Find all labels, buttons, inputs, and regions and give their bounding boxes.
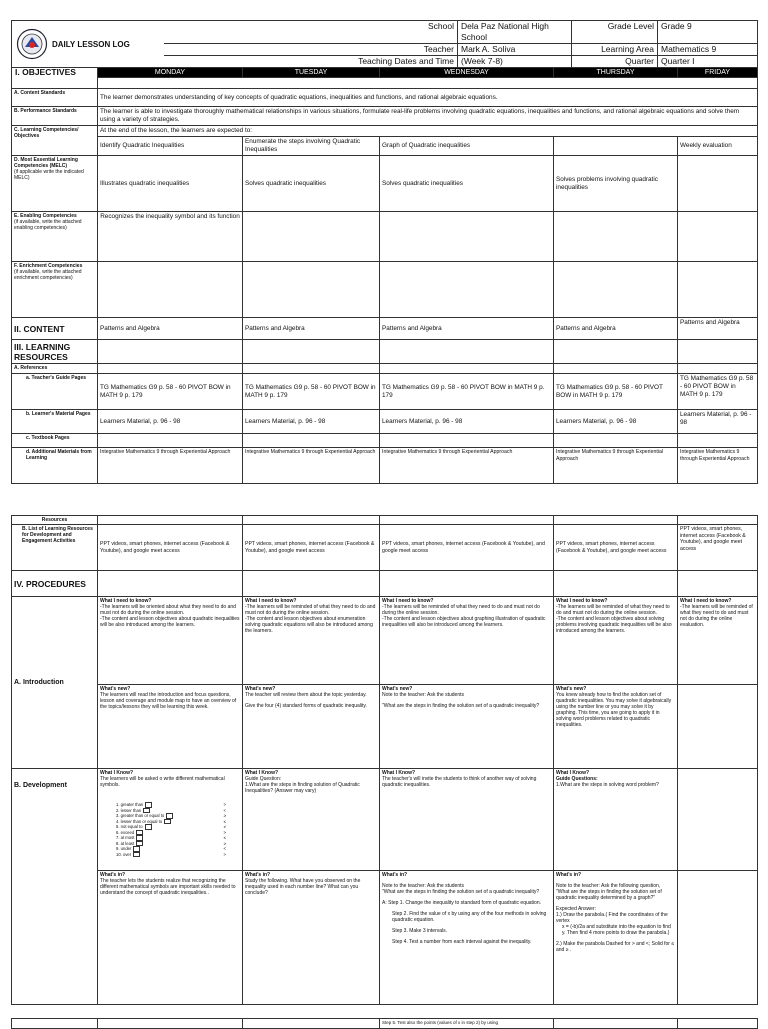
page-2 bbox=[11, 515, 757, 1005]
intro-need-mon bbox=[98, 597, 243, 685]
intro-need-mon-1: -The learners will be oriented about what they need to do and must not do during the online session. bbox=[100, 604, 236, 616]
enabling-label: E. Enabling Competencies bbox=[14, 213, 77, 219]
dev-in-wed-1: Note to the teacher: Ask the students bbox=[382, 883, 464, 889]
dev-know-thu-q: Guide Questions: bbox=[556, 776, 598, 782]
dev-in-tue-text: Study the following. What have you observed on the inequality used in each number line? What can you conclude? bbox=[245, 878, 361, 896]
dev-know-mon bbox=[98, 769, 243, 871]
dev-in-wed-5: Step 3. Make 3 intervals. bbox=[392, 928, 448, 934]
intro-need-fri bbox=[678, 597, 758, 685]
intro-need-heading-fri: What I need to know? bbox=[680, 598, 732, 604]
intro-need-mon-2: -The content and lesson objectives about quadratic inequalities will be also introduced among the learners. bbox=[100, 616, 240, 628]
dev-in-thu-1: Note to the teacher: Ask the following question, bbox=[556, 883, 661, 889]
area-value: Mathematics 9 bbox=[658, 44, 758, 56]
enabling-note: (if available, write the attached enabling competencies) bbox=[14, 219, 82, 231]
symbol-item-text: 3. greater than or equal to bbox=[116, 813, 165, 819]
additional-materials-wed: Integrative Mathematics 9 through Experiential Approach bbox=[380, 448, 554, 484]
learning-resources-list-label: B. List of Learning Resources for Development and Engagement Activities bbox=[12, 525, 98, 571]
quarter-value: Quarter I bbox=[658, 56, 758, 68]
answer-box bbox=[145, 824, 152, 830]
introduction-label: A. Introduction bbox=[12, 597, 98, 769]
intro-new-wed-b: "What are the steps in finding the solution set of a quadratic inequality? bbox=[382, 703, 540, 709]
dev-in-mon-text: The teacher lets the students realize that recognizing the different mathematical symbols are important skills needed to understand the concept of quadratic inequalities.. bbox=[100, 878, 236, 896]
day-monday: MONDAY bbox=[98, 68, 243, 78]
dev-in-thu-6: 2.) Make the parabola Dashed for > and <; Solid for ≤ and ≥ . bbox=[556, 941, 675, 953]
symbol-list-item bbox=[116, 852, 240, 858]
symbol-list bbox=[100, 802, 240, 857]
dev-know-tue bbox=[243, 769, 380, 871]
intro-new-thu-text: You knew already how to find the solution set of quadratic inequalities. You may solve it algebraically using the number line or you may solve it by graphing. This time, you are going to apply it in solving word problems related to quadratic inequalities. bbox=[556, 692, 672, 728]
dev-in-thu-5: x = (-b)/2a and substitute into the equation to find y. Then find 4 more points to draw the parabola.) bbox=[562, 924, 671, 936]
melc-label: D. Most Essential Learning Competencies (MELC) bbox=[14, 157, 78, 169]
symbol-item-text: 1. greater than bbox=[116, 802, 144, 808]
learning-resources-tue: PPT videos, smart phones, internet access (Facebook & Youtube), and google meet access bbox=[243, 525, 380, 571]
dev-in-wed-6: Step 4. Test a number from each interval against the inequality. bbox=[392, 939, 532, 945]
teachers-guide-wed: TG Mathematics G9 p. 58 - 60 PIVOT BOW in MATH 9 p. 179 bbox=[380, 374, 554, 410]
dev-in-heading-wed: What's in? bbox=[382, 872, 408, 878]
intro-new-mon bbox=[98, 685, 243, 769]
intro-need-wed bbox=[380, 597, 554, 685]
dev-know-wed-text: The teacher's will invite the students to think of another way of solving quadratic inequalities. bbox=[382, 776, 537, 788]
learners-material-fri: Learners Material, p. 96 - 98 bbox=[678, 410, 758, 434]
melc-tue: Solves quadratic inequalities bbox=[243, 156, 380, 212]
intro-need-wed-1: -The learners will be reminded of what they need to do and must not do during the online session. bbox=[382, 604, 540, 616]
learners-material-wed: Learners Material, p. 96 - 98 bbox=[380, 410, 554, 434]
symbol-item-text: 4. lesser than or equal to bbox=[116, 818, 163, 824]
learners-material-label: b. Learner's Material Pages bbox=[12, 410, 98, 434]
dev-in-heading-thu: What's in? bbox=[556, 872, 582, 878]
teachers-guide-thu: TG Mathematics G9 p. 58 - 60 PIVOT BOW in MATH 9 p. 179 bbox=[554, 374, 678, 410]
day-tuesday: TUESDAY bbox=[243, 68, 380, 78]
dev-know-heading-tue: What I Know? bbox=[245, 770, 279, 776]
melc-cell bbox=[12, 156, 98, 212]
additional-materials-tue: Integrative Mathematics 9 through Experiential Approach bbox=[243, 448, 380, 484]
references-label: A. References bbox=[12, 364, 98, 374]
enabling-mon: Recognizes the inequality symbol and its function bbox=[98, 212, 243, 262]
intro-new-tue-b: Give the four (4) standard forms of quadratic inequality. bbox=[245, 703, 367, 709]
learning-resources-wed: PPT videos, smart phones, internet access (Facebook & Youtube), and google meet access bbox=[380, 525, 554, 571]
header-table bbox=[11, 20, 758, 68]
answer-box bbox=[164, 819, 171, 825]
content-wed: Patterns and Algebra bbox=[380, 318, 554, 340]
symbol-answer: ≥ bbox=[223, 813, 226, 819]
dev-know-heading-wed: What I Know? bbox=[382, 770, 416, 776]
procedures-title: IV. PROCEDURES bbox=[12, 571, 98, 597]
dev-in-wed bbox=[380, 871, 554, 1005]
melc-wed: Solves quadratic inequalities bbox=[380, 156, 554, 212]
symbol-answer: ≤ bbox=[223, 835, 226, 841]
symbol-item-text: 6. exceed bbox=[116, 829, 135, 835]
intro-new-tue-a: The teacher will review them about the topic yesterday. bbox=[245, 692, 367, 698]
intro-new-thu bbox=[554, 685, 678, 769]
intro-new-heading-wed: What's new? bbox=[382, 686, 413, 692]
content-title: II. CONTENT bbox=[12, 318, 98, 340]
teachers-guide-label: a. Teacher's Guide Pages bbox=[12, 374, 98, 410]
dev-know-thu-text: 1.What are the steps in solving word problem? bbox=[556, 782, 659, 788]
spacer-row bbox=[98, 78, 758, 89]
intro-need-tue bbox=[243, 597, 380, 685]
learners-material-tue: Learners Material, p. 96 - 98 bbox=[243, 410, 380, 434]
quarter-label: Quarter bbox=[572, 56, 658, 68]
school-label: School bbox=[164, 21, 458, 44]
logo-cell bbox=[12, 21, 164, 68]
additional-materials-fri: Integrative Mathematics 9 through Experiential Approach bbox=[678, 448, 758, 484]
dev-in-tue bbox=[243, 871, 380, 1005]
content-standards-label: A. Content Standards bbox=[12, 89, 98, 107]
grade-value: Grade 9 bbox=[658, 21, 758, 44]
learning-resources-fri: PPT videos, smart phones, internet access (Facebook & Youtube), and google meet access bbox=[678, 525, 758, 571]
symbol-item-text: 5. not equal to bbox=[116, 824, 143, 830]
page-1 bbox=[11, 20, 757, 484]
page3-wed-text: Step 5. Test also the points (values of x in step 2) by using bbox=[380, 1019, 554, 1029]
day-wednesday: WEDNESDAY bbox=[380, 68, 554, 78]
enabling-cell bbox=[12, 212, 98, 262]
day-thursday: THURSDAY bbox=[554, 68, 678, 78]
symbol-item-text: 2. lesser than bbox=[116, 807, 142, 813]
content-thu: Patterns and Algebra bbox=[554, 318, 678, 340]
intro-need-thu bbox=[554, 597, 678, 685]
resources-title: III. LEARNING RESOURCES bbox=[12, 340, 98, 364]
content-fri: Patterns and Algebra bbox=[678, 318, 758, 340]
textbook-label: c. Textbook Pages bbox=[12, 434, 98, 448]
additional-materials-label: d. Additional Materials from Learning bbox=[12, 448, 98, 484]
dev-in-thu bbox=[554, 871, 678, 1005]
dev-in-wed-2: "What are the steps in finding the solution set of a quadratic inequality? bbox=[382, 889, 540, 895]
intro-need-wed-2: -The content and lesson objectives about graphing illustration of quadratic inequalities will also be introduced among the learners. bbox=[382, 616, 546, 628]
melc-thu: Solves problems involving quadratic inequalities bbox=[554, 156, 678, 212]
content-standards-text: The learner demonstrates understanding of key concepts of quadratic equations, inequalities and functions, and rational algebraic equations. bbox=[98, 89, 758, 107]
intro-need-fri-1: -The learners will be reminded of what they need to do and must not do during the online evaluation. bbox=[680, 604, 753, 628]
intro-need-heading-wed: What I need to know? bbox=[382, 598, 434, 604]
intro-need-heading-tue: What I need to know? bbox=[245, 598, 297, 604]
additional-materials-mon: Integrative Mathematics 9 through Experiential Approach bbox=[98, 448, 243, 484]
teachers-guide-mon: TG Mathematics G9 p. 58 - 60 PIVOT BOW in MATH 9 p. 179 bbox=[98, 374, 243, 410]
answer-box bbox=[133, 852, 140, 858]
intro-new-heading-thu: What's new? bbox=[556, 686, 587, 692]
dev-in-mon bbox=[98, 871, 243, 1005]
learners-material-thu: Learners Material, p. 96 - 98 bbox=[554, 410, 678, 434]
dev-in-wed-4: Step 2. Find the value of x by using any of the four methods in solving quadratic equation. bbox=[392, 911, 547, 923]
learning-resources-thu: PPT videos, smart phones, internet access (Facebook & Youtube), and google meet access bbox=[554, 525, 678, 571]
deped-seal-icon bbox=[16, 28, 48, 60]
content-tue: Patterns and Algebra bbox=[243, 318, 380, 340]
symbol-answer: < bbox=[223, 846, 226, 852]
competency-thu bbox=[554, 137, 678, 156]
intro-new-heading-mon: What's new? bbox=[100, 686, 131, 692]
area-label: Learning Area bbox=[572, 44, 658, 56]
dev-in-heading-mon: What's in? bbox=[100, 872, 126, 878]
intro-new-wed bbox=[380, 685, 554, 769]
symbol-answer: ≥ bbox=[223, 840, 226, 846]
content-mon: Patterns and Algebra bbox=[98, 318, 243, 340]
symbol-item-text: 10. over bbox=[116, 851, 132, 857]
competencies-label: C. Learning Competencies/ Objectives bbox=[12, 126, 98, 156]
symbol-answer: ≠ bbox=[223, 824, 226, 830]
dev-know-heading-mon: What I Know? bbox=[100, 770, 134, 776]
intro-need-thu-2: -The content and lesson objectives about solving problems involving quadratic inequalities will be also introduced among the learners. bbox=[556, 616, 672, 634]
dev-in-heading-tue: What's in? bbox=[245, 872, 271, 878]
intro-new-mon-text: The learners will read the introduction and focus questions, lesson and coverage and module map to have an overview of the topics/lessons they will be learning this week. bbox=[100, 692, 237, 710]
dev-in-thu-2: "What are the steps in finding the solution set of quadratic inequality determined by a graph?" bbox=[556, 889, 662, 901]
dates-value: (Week 7-8) bbox=[458, 56, 572, 68]
intro-need-heading-mon: What I need to know? bbox=[100, 598, 152, 604]
dates-label: Teaching Dates and Time bbox=[164, 56, 458, 68]
symbol-item-text: 8. at least bbox=[116, 840, 135, 846]
procedures-table bbox=[11, 515, 758, 1005]
melc-mon: Illustrates quadratic inequalities bbox=[98, 156, 243, 212]
competencies-intro: At the end of the lesson, the learners are expected to: bbox=[98, 126, 758, 137]
competency-mon: Identify Quadratic Inequalities bbox=[98, 137, 243, 156]
symbol-answer: ≤ bbox=[223, 818, 226, 824]
form-title: DAILY LESSON LOG bbox=[52, 39, 130, 49]
teacher-label: Teacher bbox=[164, 44, 458, 56]
development-label: B. Development bbox=[12, 769, 98, 1005]
symbol-answer: > bbox=[223, 851, 226, 857]
objectives-title: I. OBJECTIVES bbox=[12, 68, 98, 89]
grade-label: Grade Level bbox=[572, 21, 658, 44]
dev-know-thu bbox=[554, 769, 678, 871]
dev-know-heading-thu: What I Know? bbox=[556, 770, 590, 776]
dev-in-thu-3: Expected Answer: bbox=[556, 906, 597, 912]
enrichment-label: F. Enrichment Competencies bbox=[14, 263, 83, 269]
competency-fri: Weekly evaluation bbox=[678, 137, 758, 156]
performance-standards-label: B. Performance Standards bbox=[12, 107, 98, 126]
day-friday: FRIDAY bbox=[678, 68, 758, 78]
competency-tue: Enumerate the steps involving Quadratic Inequalities bbox=[243, 137, 380, 156]
symbol-answer: > bbox=[223, 829, 226, 835]
teachers-guide-fri: TG Mathematics G9 p. 58 - 60 PIVOT BOW in MATH 9 p. 179 bbox=[678, 374, 758, 410]
intro-need-heading-thu: What I need to know? bbox=[556, 598, 608, 604]
enrichment-note: (if available, write the attached enrichment competencies) bbox=[14, 269, 82, 281]
intro-new-wed-a: Note to the teacher: Ask the students bbox=[382, 692, 464, 698]
objectives-table bbox=[11, 67, 758, 484]
symbol-item-text: 7. at most bbox=[116, 835, 135, 841]
melc-note: (if applicable write the indicated MELC) bbox=[14, 169, 84, 181]
competency-wed: Graph of Quadratic inequalities bbox=[380, 137, 554, 156]
school-value: Dela Paz National High School bbox=[458, 21, 572, 44]
enrichment-cell bbox=[12, 262, 98, 318]
dev-in-wed-3: A: Step 1. Change the inequality to standard form of quadratic equation. bbox=[382, 900, 541, 906]
dev-know-mon-text: The learners will be asked o write different mathematical symbols. bbox=[100, 776, 225, 788]
learning-resources-mon: PPT videos, smart phones, internet access (Facebook & Youtube), and google meet access bbox=[98, 525, 243, 571]
intro-new-heading-tue: What's new? bbox=[245, 686, 276, 692]
teacher-value: Mark A. Soliva bbox=[458, 44, 572, 56]
learners-material-mon: Learners Material, p. 96 - 98 bbox=[98, 410, 243, 434]
additional-materials-thu: Integrative Mathematics 9 through Experiential Approach bbox=[554, 448, 678, 484]
performance-standards-text: The learner is able to investigate thoroughly mathematical relationships in various situations, formulate real-life problems involving quadratic equations, inequalities and functions, and rational algebraic equations and solve them using a variety of strategies. bbox=[98, 107, 758, 126]
teachers-guide-tue: TG Mathematics G9 p. 58 - 60 PIVOT BOW in MATH 9 p. 179 bbox=[243, 374, 380, 410]
melc-fri bbox=[678, 156, 758, 212]
intro-need-tue-1: -The learners will be reminded of what they need to do and must not do during the online session. bbox=[245, 604, 376, 616]
intro-need-tue-2: -The content and lesson objectives about enumeration solving quadratic equations will also be introduced among the learners. bbox=[245, 616, 373, 634]
dev-know-wed bbox=[380, 769, 554, 871]
intro-new-tue bbox=[243, 685, 380, 769]
dev-know-tue-text: 1.What are the steps in finding solution of Quadratic Inequalities? (Answer may vary) bbox=[245, 782, 360, 794]
dev-in-thu-4: 1.) Draw the parabola.( Find the coordinates of the vertex bbox=[556, 912, 668, 924]
resources-continued-label: Resources bbox=[12, 516, 98, 525]
symbol-answer: < bbox=[223, 807, 226, 813]
intro-need-thu-1: -The learners will be reminded of what they need to do and must not do during the online session. bbox=[556, 604, 670, 616]
dev-know-tue-q: Guide Question: bbox=[245, 776, 282, 782]
symbol-answer: > bbox=[223, 802, 226, 808]
symbol-item-text: 9. under bbox=[116, 846, 132, 852]
